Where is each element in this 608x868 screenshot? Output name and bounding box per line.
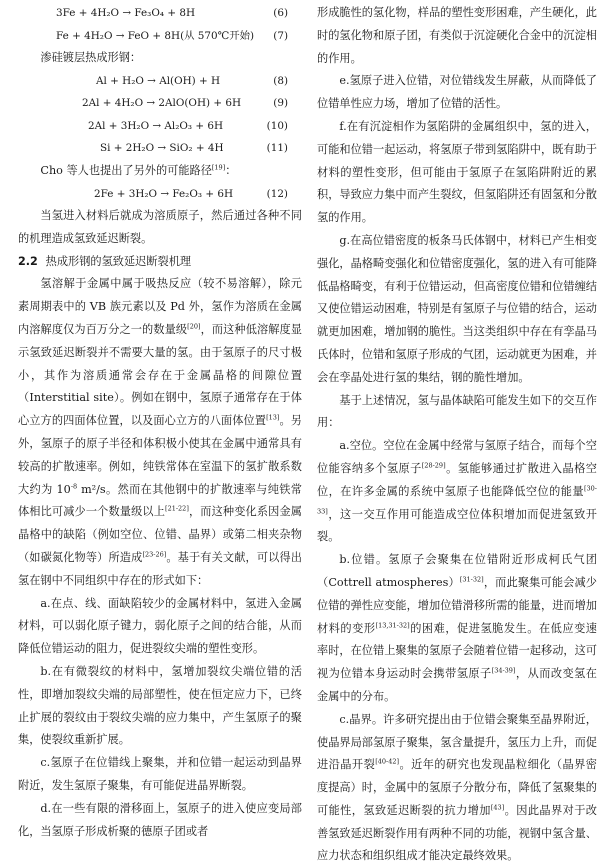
citation: [13,31-32] xyxy=(375,620,410,629)
body-paragraph xyxy=(18,273,302,592)
list-item-a: a.在点、线、面缺陷较少的金属材料中，氢进入金属材料，可以弱化原子键力，弱化原子之间的结合能，从而降低位错运动的阻力，促进裂纹尖端的塑性变形。 xyxy=(18,596,302,656)
equation-formula: 2Al + 4H₂O → 2AlO(OH) + 6H xyxy=(82,97,242,110)
equation-number: (12) xyxy=(266,187,288,200)
citation: [43] xyxy=(490,803,505,812)
citation: [23-26] xyxy=(142,550,167,559)
text-run: 氢溶解于金属中属于吸热反应（较不易溶解），除元素周期表中的 VB 族元素以及 Pd 外，氢作为溶质在金属内溶解度仅为百万分之一的数量级 xyxy=(18,277,302,337)
citation: [19] xyxy=(211,163,226,172)
section-number: 2.2 xyxy=(18,254,38,268)
equation-12 xyxy=(18,183,302,206)
body-paragraph: 形成脆性的氢化物，样品的塑性变形困难，产生硬化，此时的氢化物和原子团，有类似于沉淀硬化合金中的沉淀相的作用。 xyxy=(317,6,597,65)
text-run: ： xyxy=(225,163,237,177)
intro-paragraph xyxy=(18,160,302,183)
equation-formula: 2Fe + 3H₂O → Fe₂O₃ + 6H xyxy=(94,187,234,200)
list-item-f: f.在有沉淀相作为氢陷阱的金属组织中，氢的进入，可能和位错一起运动，将氢原子带到氢陷阱中，既有助于材料的塑性变形，但可能由于氢原子在氢陷阱附近的累积，导致应力集中而产生裂纹，但氢陷阱还有固氢和分散氢的作用。 xyxy=(317,119,597,225)
equation-7 xyxy=(18,25,302,48)
equation-9 xyxy=(18,92,302,115)
citation: [31-32] xyxy=(459,575,484,584)
equation-formula: Fe + 4H₂O → FeO + 8H(从 570℃开始) xyxy=(56,29,255,42)
list-item-c: c.氢原子在位错线上聚集，并和位错一起运动到晶界附近，发生氢原子聚集，有可能促进晶界断裂。 xyxy=(18,756,302,793)
text-run: ，而这种低溶解度显示氢致延迟断裂并不需要大量的氢。由于氢原子的尺寸极小，其作为溶质通常会存在于金属晶格的间隙位置（Interstitial site）。例如在钢中，氢原子通常存在于体心立方的四面体位置，以及面心立方的八面体位置 xyxy=(18,323,302,428)
text-run: 。因此晶界对于改善氢致延迟断裂作用有两种不同的功能，视钢中氢含量、应力状态和组织组成才能决定最终效果。 xyxy=(317,803,597,863)
list-item-g: g.在高位错密度的板条马氏体钢中，材料已产生相变强化，晶格畸变强化和位错密度强化，氢的进入有可能降低晶格畸变，有利于位错运动，但高密度位错和位错缠结又使位错运动困难，特别是有氢原子与位错的结合，运动就更加困难，增加钢的脆性。当这类组织中存在有孪晶马氏体时，位错和氢原子形成的气团，运动就更为困难，并会在孪晶处进行氢的集结，钢的脆性增加。 xyxy=(317,233,597,384)
text-run: 。另外，氢原子的原子半径和体积极小使其在金属中通常具有较高的扩散速率。例如，纯铁常体在室温下的氢扩散系数大约为 10 xyxy=(18,414,302,496)
list-item-d: d.在一些有限的滑移面上，氢原子的进入使应变局部化，当氢原子形成析聚的德原子团或者 xyxy=(18,801,302,838)
section-heading xyxy=(18,251,302,274)
exponent: -8 xyxy=(70,481,78,490)
list-item-b: b.在有微裂纹的材料中，氢增加裂纹尖端位错的活性，即增加裂纹尖端的局部塑性，使在恒定应力下，已终止扩展的裂纹由于裂纹尖端的应力集中，产生氢原子的聚集，使裂纹重新扩展。 xyxy=(18,665,302,747)
text-run: ，这一交互作用可能造成空位体积增加而促进氢致开裂。 xyxy=(317,507,597,544)
text-run: b.位错。氢原子会聚集在位错附近形成柯氏气团（Cottrell atmospheres） xyxy=(317,553,597,589)
equation-formula: 2Al + 3H₂O → Al₂O₃ + 6H xyxy=(88,119,224,132)
equation-number: (11) xyxy=(266,142,288,155)
left-column xyxy=(18,2,302,843)
equation-number: (8) xyxy=(273,74,288,87)
equation-number: (6) xyxy=(273,7,288,19)
equation-number: (10) xyxy=(266,119,288,132)
citation: [20] xyxy=(187,322,201,331)
text-run: a.空位。空位在金属中经常与氢原子结合，而每个空位能容纳多个氢原子 xyxy=(317,439,597,475)
text-run: ，而这种变化系因金属晶格中的缺陷（例如空位、位错、晶界）或第二相夹杂物（如碳氮化物等）所造成 xyxy=(18,505,302,565)
intro-paragraph: 渗硅镀层热成形钢： xyxy=(40,51,142,64)
text-run: 。近年的研究也发现晶粒细化（晶界密度提高）时，金属中的氢原子分散分布，降低了氢聚集的可能性，氢致延迟断裂的抗力增加 xyxy=(317,758,597,817)
text-run: Cho 等人也提出了另外的可能路径 xyxy=(40,163,212,177)
text-run: 。氢能够通过扩散进入晶格空位，在许多金属的系统中氢原子也能降低空位的能量 xyxy=(317,461,597,498)
citation: [30-33] xyxy=(317,484,597,515)
citation: [21-22] xyxy=(165,504,189,513)
equation-11 xyxy=(18,137,302,160)
equation-formula: Al + H₂O → Al(OH) + H xyxy=(96,74,221,87)
section-title: 热成形钢的氢致延迟断裂机理 xyxy=(45,254,192,268)
equation-6 xyxy=(18,2,302,25)
body-paragraph: 当氢进入材料后就成为溶质原子，然后通过各种不同的机理造成氢致延迟断裂。 xyxy=(18,209,302,245)
citation: [40-42] xyxy=(375,757,400,766)
citation: [28-29] xyxy=(421,461,446,470)
equation-number: (7) xyxy=(273,29,288,42)
citation: [13] xyxy=(266,413,280,422)
text-run: c.晶界。许多研究提出由于位错会聚集至晶界附近，使晶界局部氢原子聚集，氢含量提升，氢压力上升，而促进沿晶开裂 xyxy=(317,712,597,772)
text-run: ，从而改变氢在金属中的分布。 xyxy=(317,667,597,703)
text-run: 。基于有关文献，可以得出氢在钢中不同组织中存在的形式如下： xyxy=(18,551,302,587)
right-column xyxy=(317,2,597,868)
list-item-e: e.氢原子进入位错，对位错线发生屏蔽，从而降低了位错单性应力场，增加了位错的活性。 xyxy=(317,74,597,111)
equation-formula: Si + 2H₂O → SiO₂ + 4H xyxy=(100,142,224,155)
interaction-item-b xyxy=(317,549,597,709)
text-run: ，而此聚集可能会减少位错的弹性应变能，增加位错滑移所需的能量，进而增加材料的变形 xyxy=(317,575,597,635)
equation-number: (9) xyxy=(273,97,288,110)
text-run: m²/s。然而在其他钢中的扩散速率与纯铁常体相比可减少一个数量级以上 xyxy=(18,482,302,519)
interaction-item-a xyxy=(317,435,597,549)
body-paragraph: 基于上述情况，氢与晶体缺陷可能发生如下的交互作用： xyxy=(317,393,597,430)
equation-formula: 3Fe + 4H₂O → Fe₃O₄ + 8H xyxy=(56,7,196,19)
equation-8 xyxy=(18,70,302,93)
text-run: 的困难，促进氢脆发生。在低应变速率时，在位错上聚集的氢原子会随着位错一起移动，这可视为位错本身运动时会携带氢原子 xyxy=(317,621,597,681)
citation: [34-39] xyxy=(491,666,516,675)
equation-10 xyxy=(18,115,302,138)
interaction-item-c xyxy=(317,709,597,868)
